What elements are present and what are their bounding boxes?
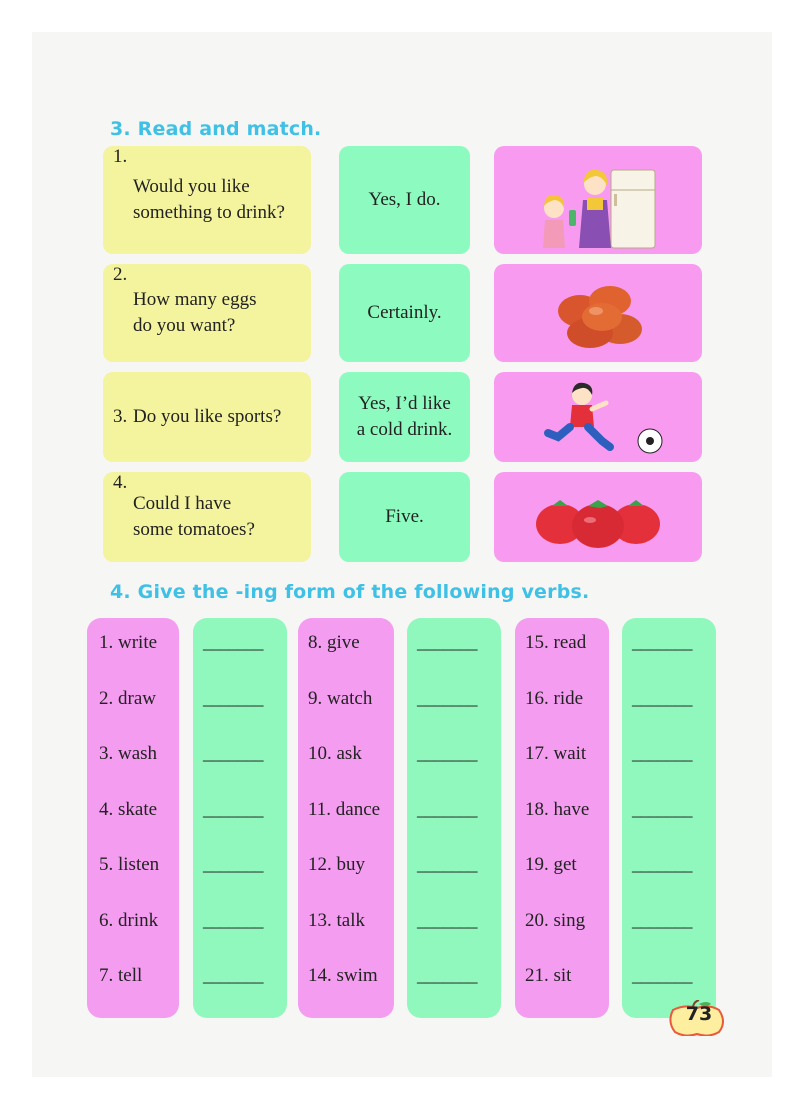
question-number: 2. (113, 264, 128, 285)
question-text: How many eggs (133, 289, 257, 310)
answer-blank[interactable]: _______ (203, 687, 263, 709)
verb-item: 20. sing (525, 909, 586, 931)
answer-card-4 (339, 472, 470, 562)
verb-item: 5. listen (99, 854, 160, 875)
section4-heading: 4. Give the -ing form of the following verbs. (110, 581, 590, 603)
answer-blank[interactable]: _______ (417, 687, 477, 709)
section3-heading: 3. Read and match. (110, 118, 322, 140)
answer-blank[interactable]: _______ (417, 854, 477, 875)
picture-card-3 (494, 372, 702, 462)
answer-blank[interactable]: _______ (632, 632, 692, 653)
picture-card-2 (494, 264, 702, 362)
tomatoes-illustration (528, 482, 668, 552)
question-number: 4. (113, 472, 128, 493)
verb-item: 3. wash (99, 743, 158, 764)
verb-item: 8. give (308, 632, 360, 653)
verb-item: 17. wait (525, 743, 587, 764)
answer-text: Yes, I do. (368, 189, 441, 210)
eggs-illustration (538, 273, 658, 353)
answer-column-3 (622, 618, 716, 1018)
verb-item: 12. buy (308, 854, 365, 875)
verb-item: 13. talk (308, 909, 365, 931)
answer-blank[interactable]: _______ (632, 743, 692, 764)
answer-blank[interactable]: _______ (203, 798, 263, 820)
question-text: Do you like sports? (133, 406, 282, 427)
boy-playing-football-illustration (528, 375, 668, 459)
answer-blank[interactable]: _______ (417, 743, 477, 764)
answer-blank[interactable]: _______ (203, 743, 263, 764)
answer-card-2 (339, 264, 470, 362)
question-card-2 (103, 264, 311, 362)
verb-item: 6. drink (99, 909, 159, 931)
verb-item: 16. ride (525, 687, 584, 709)
answer-blank[interactable]: _______ (632, 798, 692, 820)
verb-item: 4. skate (99, 798, 158, 820)
answer-blank[interactable]: _______ (203, 909, 263, 931)
answer-blank[interactable]: _______ (203, 632, 263, 653)
page-number: 73 (685, 1003, 713, 1025)
answer-column-2 (407, 618, 501, 1018)
question-text: do you want? (133, 315, 236, 336)
verb-item: 19. get (525, 854, 577, 875)
answer-blank[interactable]: _______ (632, 909, 692, 931)
question-number: 1. (113, 146, 128, 167)
verb-column-1 (87, 618, 179, 1018)
answer-blank[interactable]: _______ (417, 632, 477, 653)
question-card-1 (103, 146, 311, 254)
answer-card-3 (339, 372, 470, 462)
answer-blank[interactable]: _______ (203, 854, 263, 875)
verb-column-2 (298, 618, 394, 1018)
mother-and-child-at-fridge-illustration (523, 150, 673, 250)
answer-card-1 (339, 146, 470, 254)
picture-card-1 (494, 146, 702, 254)
answer-blank[interactable]: _______ (417, 909, 477, 931)
answer-blank[interactable]: _______ (203, 965, 263, 986)
question-text: something to drink? (133, 202, 285, 223)
answer-column-1 (193, 618, 287, 1018)
question-number: 3. (113, 406, 128, 427)
verb-item: 15. read (525, 632, 587, 653)
answer-text: Certainly. (367, 302, 442, 323)
picture-card-4 (494, 472, 702, 562)
verb-item: 14. swim (308, 965, 378, 986)
verb-item: 7. tell (99, 965, 143, 986)
verb-item: 18. have (525, 798, 590, 820)
question-text: some tomatoes? (133, 519, 255, 540)
verb-column-3 (515, 618, 609, 1018)
answer-blank[interactable]: _______ (632, 687, 692, 709)
verb-item: 1. write (99, 632, 158, 653)
answer-blank[interactable]: _______ (632, 854, 692, 875)
question-text: Would you like (133, 176, 250, 197)
verb-item: 10. ask (308, 743, 362, 764)
verb-item: 11. dance (308, 798, 381, 820)
answer-blank[interactable]: _______ (632, 965, 692, 986)
verb-item: 2. draw (99, 687, 156, 709)
question-card-4 (103, 472, 311, 562)
answer-blank[interactable]: _______ (417, 965, 477, 986)
answer-text: Five. (385, 506, 424, 527)
verb-item: 9. watch (308, 687, 373, 709)
question-text: Could I have (133, 493, 232, 514)
question-card-3 (103, 372, 311, 462)
answer-text: a cold drink. (356, 419, 453, 440)
verb-item: 21. sit (525, 965, 572, 986)
answer-blank[interactable]: _______ (417, 798, 477, 820)
answer-text: Yes, I’d like (358, 393, 451, 414)
